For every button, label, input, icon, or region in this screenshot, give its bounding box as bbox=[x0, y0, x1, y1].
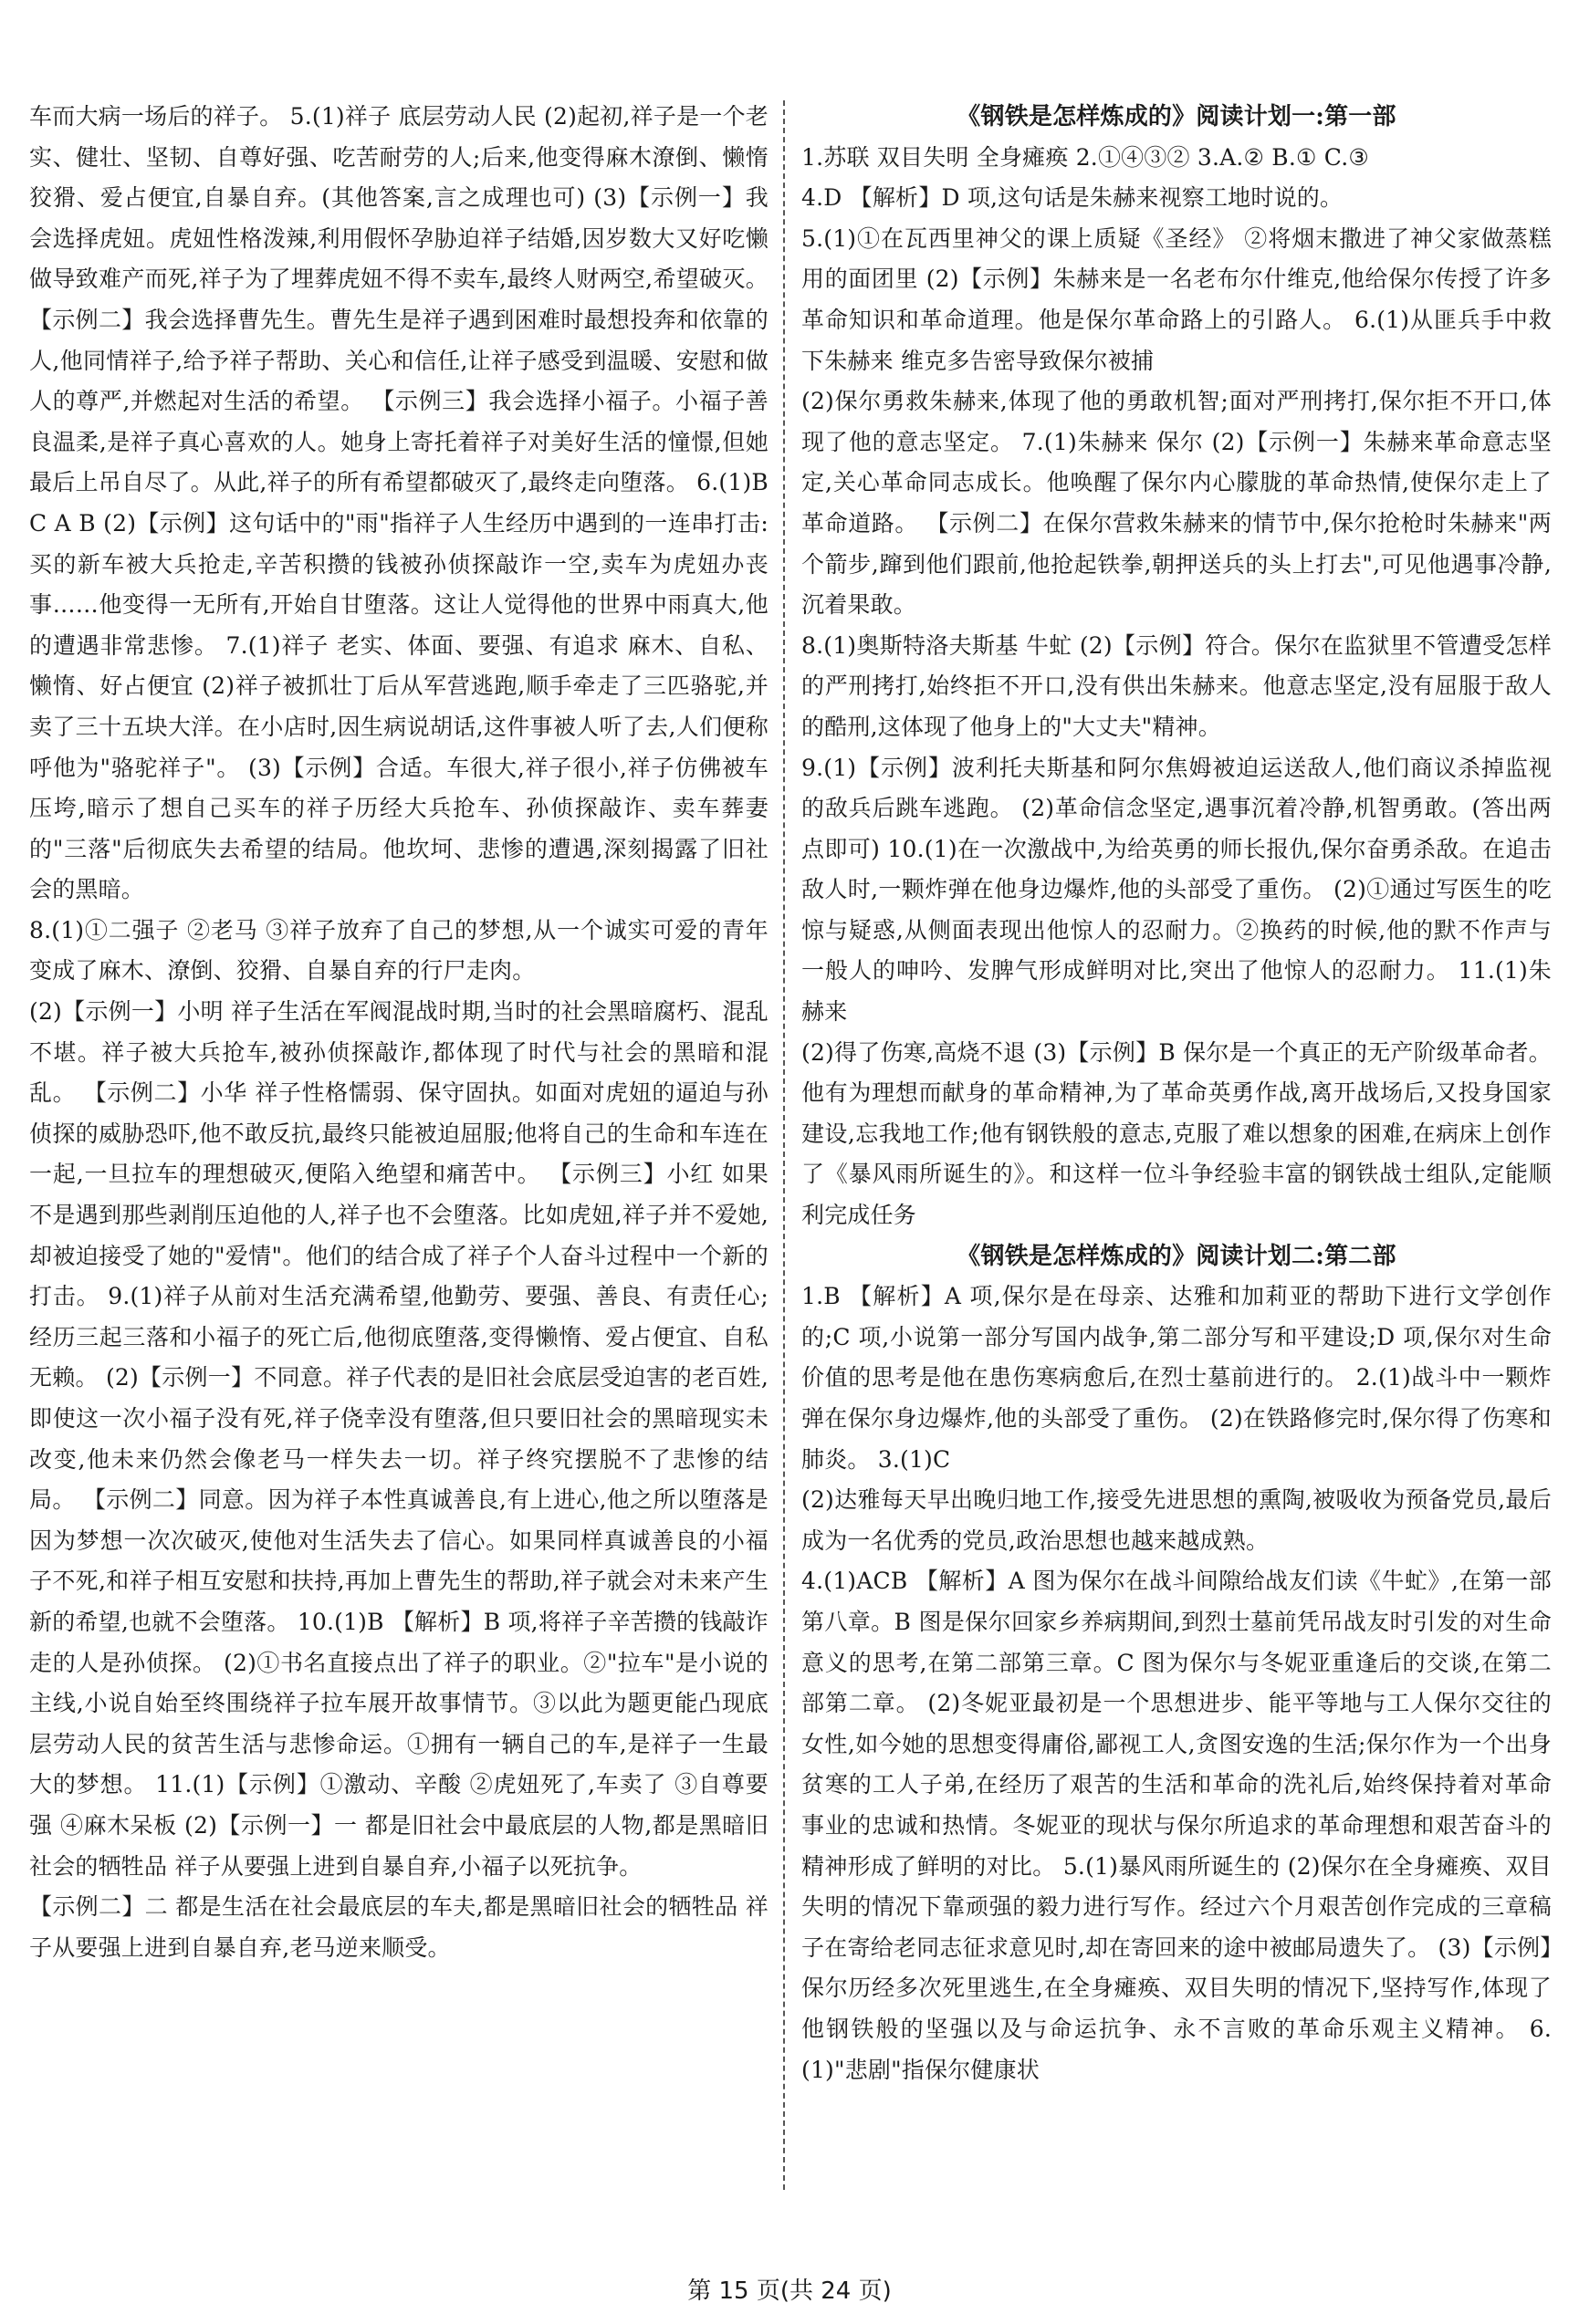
section-title-plan-two: 《钢铁是怎样炼成的》阅读计划二:第二部 bbox=[957, 1242, 1396, 1270]
left-paragraph-2: 8.(1)①二强子 ②老马 ③祥子放弃了自己的梦想,从一个诚实可爱的青年变成了麻木、潦倒、狡猾、自暴自弃的行尸走肉。 bbox=[29, 916, 769, 985]
right-paragraph-3: 5.(1)①在瓦西里神父的课上质疑《圣经》 ②将烟末撒进了神父家做蒸糕用的面团里 (2)【示例】朱赫来是一名老布尔什维克,他给保尔传授了许多革命知识和革命道理。他是保尔革命路上的引路人。 6.(1)从匪兵手中救下朱赫来 维克多告密导致保尔被捕 bbox=[801, 224, 1552, 374]
section-title-plan-one: 《钢铁是怎样炼成的》阅读计划一:第一部 bbox=[957, 103, 1396, 130]
right-paragraph-1: 1.苏联 双目失明 全身瘫痪 2.①④③② 3.A.② B.① C.③ bbox=[801, 143, 1369, 171]
left-paragraph-1: 车而大病一场后的祥子。 5.(1)祥子 底层劳动人民 (2)起初,祥子是一个老实、健壮、坚韧、自尊好强、吃苦耐劳的人;后来,他变得麻木潦倒、懒惰狡猾、爱占便宜,自暴自弃。(其他答案,言之成理也可) (3)【示例一】我会选择虎妞。虎妞性格泼辣,利用假怀孕胁迫祥子结婚,因岁数大又好吃懒做导致难产而死,祥子为了埋葬虎妞不得不卖车,最终人财两空,希望破灭。 【示例二】我会选择曹先生。曹先生是祥子遇到困难时最想投奔和依靠的人,他同情祥子,给予祥子帮助、关心和信任,让祥子感受到温暖、安慰和做人的尊严,并燃起对生活的希望。 【示例三】我会选择小福子。小福子善良温柔,是祥子真心喜欢的人。她身上寄托着祥子对美好生活的憧憬,但她最后上吊自尽了。从此,祥子的所有希望都破灭了,最终走向堕落。 6.(1)B C A B (2)【示例】这句话中的"雨"指祥子人生经历中遇到的一连串打击:买的新车被大兵抢走,辛苦积攒的钱被孙侦探敲诈一空,卖车为虎妞办丧事……他变得一无所有,开始自甘堕落。这让人觉得他的世界中雨真大,他的遭遇非常悲惨。 7.(1)祥子 老实、体面、要强、有追求 麻木、自私、懒惰、好占便宜 (2)祥子被抓壮丁后从军营逃跑,顺手牵走了三匹骆驼,并卖了三十五块大洋。在小店时,因生病说胡话,这件事被人听了去,人们便称呼他为"骆驼祥子"。 (3)【示例】合适。车很大,祥子很小,祥子仿佛被车压垮,暗示了想自己买车的祥子历经大兵抢车、孙侦探敲诈、卖车葬妻的"三落"后彻底失去希望的结局。他坎坷、悲惨的遭遇,深刻揭露了旧社会的黑暗。 bbox=[29, 103, 769, 903]
page-number: 第 15 页(共 24 页) bbox=[687, 2277, 892, 2305]
right-paragraph-2: 4.D 【解析】D 项,这句话是朱赫来视察工地时说的。 bbox=[801, 184, 1344, 212]
column-divider bbox=[783, 100, 785, 2190]
right-paragraph-10: 4.(1)ACB 【解析】A 图为保尔在战斗间隙给战友们读《牛虻》,在第一部第八章。B 图是保尔回家乡养病期间,到烈士墓前凭吊战友时引发的对生命意义的思考,在第二部第三章。C 图为保尔与冬妮亚重逢后的交谈,在第二部第二章。 (2)冬妮亚最初是一个思想进步、能平等地与工人保尔交往的女性,如今她的思想变得庸俗,鄙视工人,贪图安逸的生活;保尔作为一个出身贫寒的工人子弟,在经历了艰苦的生活和革命的洗礼后,始终保持着对革命事业的忠诚和热情。冬妮亚的现状与保尔所追求的革命理想和艰苦奋斗的精神形成了鲜明的对比。 5.(1)暴风雨所诞生的 (2)保尔在全身瘫痪、双目失明的情况下靠顽强的毅力进行写作。经过六个月艰苦创作完成的三章稿子在寄给老同志征求意见时,却在寄回来的途中被邮局遗失了。 (3)【示例】保尔历经多次死里逃生,在全身瘫痪、双目失明的情况下,坚持写作,体现了他钢铁般的坚强以及与命运抗争、永不言败的革命乐观主义精神。 6.(1)"悲剧"指保尔健康状 bbox=[801, 1568, 1552, 2083]
right-paragraph-9: (2)达雅每天早出晚归地工作,接受先进思想的熏陶,被吸收为预备党员,最后成为一名优秀的党员,政治思想也越来越成熟。 bbox=[801, 1486, 1552, 1554]
left-paragraph-3: (2)【示例一】小明 祥子生活在军阀混战时期,当时的社会黑暗腐朽、混乱不堪。祥子被大兵抢车,被孙侦探敲诈,都体现了时代与社会的黑暗和混乱。 【示例二】小华 祥子性格懦弱、保守固执。如面对虎妞的逼迫与孙侦探的威胁恐吓,他不敢反抗,最终只能被迫屈服;他将自己的生命和车连在一起,一旦拉车的理想破灭,便陷入绝望和痛苦中。 【示例三】小红 如果不是遇到那些剥削压迫他的人,祥子也不会堕落。比如虎妞,祥子并不爱她,却被迫接受了她的"爱情"。他们的结合成了祥子个人奋斗过程中一个新的打击。 9.(1)祥子从前对生活充满希望,他勤劳、要强、善良、有责任心;经历三起三落和小福子的死亡后,他彻底堕落,变得懒惰、爱占便宜、自私无赖。 (2)【示例一】不同意。祥子代表的是旧社会底层受迫害的老百姓,即使这一次小福子没有死,祥子侥幸没有堕落,但只要旧社会的黑暗现实未改变,他未来仍然会像老马一样失去一切。祥子终究摆脱不了悲惨的结局。 【示例二】同意。因为祥子本性真诚善良,有上进心,他之所以堕落是因为梦想一次次破灭,使他对生活失去了信心。如果同样真诚善良的小福子不死,和祥子相互安慰和扶持,再加上曹先生的帮助,祥子就会对未来产生新的希望,也就不会堕落。 10.(1)B 【解析】B 项,将祥子辛苦攒的钱敲诈走的人是孙侦探。 (2)①书名直接点出了祥子的职业。②"拉车"是小说的主线,小说自始至终围绕祥子拉车展开故事情节。③以此为题更能凸现底层劳动人民的贫苦生活与悲惨命运。①拥有一辆自己的车,是祥子一生最大的梦想。 11.(1)【示例】①激动、辛酸 ②虎妞死了,车卖了 ③自尊要强 ④麻木呆板 (2)【示例一】一 都是旧社会中最底层的人物,都是黑暗旧社会的牺牲品 祥子从要强上进到自暴自弃,小福子以死抗争。 bbox=[29, 998, 769, 1880]
right-paragraph-4: (2)保尔勇救朱赫来,体现了他的勇敢机智;面对严刑拷打,保尔拒不开口,体现了他的意志坚定。 7.(1)朱赫来 保尔 (2)【示例一】朱赫来革命意志坚定,关心革命同志成长。他唤醒了保尔内心朦胧的革命热情,使保尔走上了革命道路。 【示例二】在保尔营救朱赫来的情节中,保尔抢枪时朱赫来"两个箭步,蹿到他们跟前,他抢起铁拳,朝押送兵的头上打去",可见他遇事冷静,沉着果敢。 bbox=[801, 388, 1552, 619]
right-paragraph-8: 1.B 【解析】A 项,保尔是在母亲、达雅和加莉亚的帮助下进行文学创作的;C 项,小说第一部分写国内战争,第二部分写和平建设;D 项,保尔对生命价值的思考是他在患伤寒病愈后,在烈士墓前进行的。 2.(1)战斗中一颗炸弹在保尔身边爆炸,他的头部受了重伤。 (2)在铁路修完时,保尔得了伤寒和肺炎。 3.(1)C bbox=[801, 1283, 1552, 1473]
left-column bbox=[29, 97, 769, 1968]
right-paragraph-7: (2)得了伤寒,高烧不退 (3)【示例】B 保尔是一个真正的无产阶级革命者。他有为理想而献身的革命精神,为了革命英勇作战,离开战场后,又投身国家建设,忘我地工作;他有钢铁般的意志,克服了难以想象的困难,在病床上创作了《暴风雨所诞生的》。和这样一位斗争经验丰富的钢铁战士组队,定能顺利完成任务 bbox=[801, 1038, 1552, 1229]
right-paragraph-5: 8.(1)奥斯特洛夫斯基 牛虻 (2)【示例】符合。保尔在监狱里不管遭受怎样的严刑拷打,始终拒不开口,没有供出朱赫来。他意志坚定,没有屈服于敌人的酷刑,这体现了他身上的"大丈夫"精神。 bbox=[801, 631, 1552, 740]
right-column bbox=[801, 97, 1552, 2090]
left-paragraph-4: 【示例二】二 都是生活在社会最底层的车夫,都是黑暗旧社会的牺牲品 祥子从要强上进到自暴自弃,老马逆来顺受。 bbox=[29, 1893, 769, 1961]
right-paragraph-6: 9.(1)【示例】波利托夫斯基和阿尔焦姆被迫运送敌人,他们商议杀掉监视的敌兵后跳车逃跑。 (2)革命信念坚定,遇事沉着冷静,机智勇敢。(答出两点即可) 10.(1)在一次激战中,为给英勇的师长报仇,保尔奋勇杀敌。在追击敌人时,一颗炸弹在他身边爆炸,他的头部受了重伤。 (2)①通过写医生的吃惊与疑惑,从侧面表现出他惊人的忍耐力。②换药的时候,他的默不作声与一般人的呻吟、发脾气形成鲜明对比,突出了他惊人的忍耐力。 11.(1)朱赫来 bbox=[801, 754, 1552, 1026]
